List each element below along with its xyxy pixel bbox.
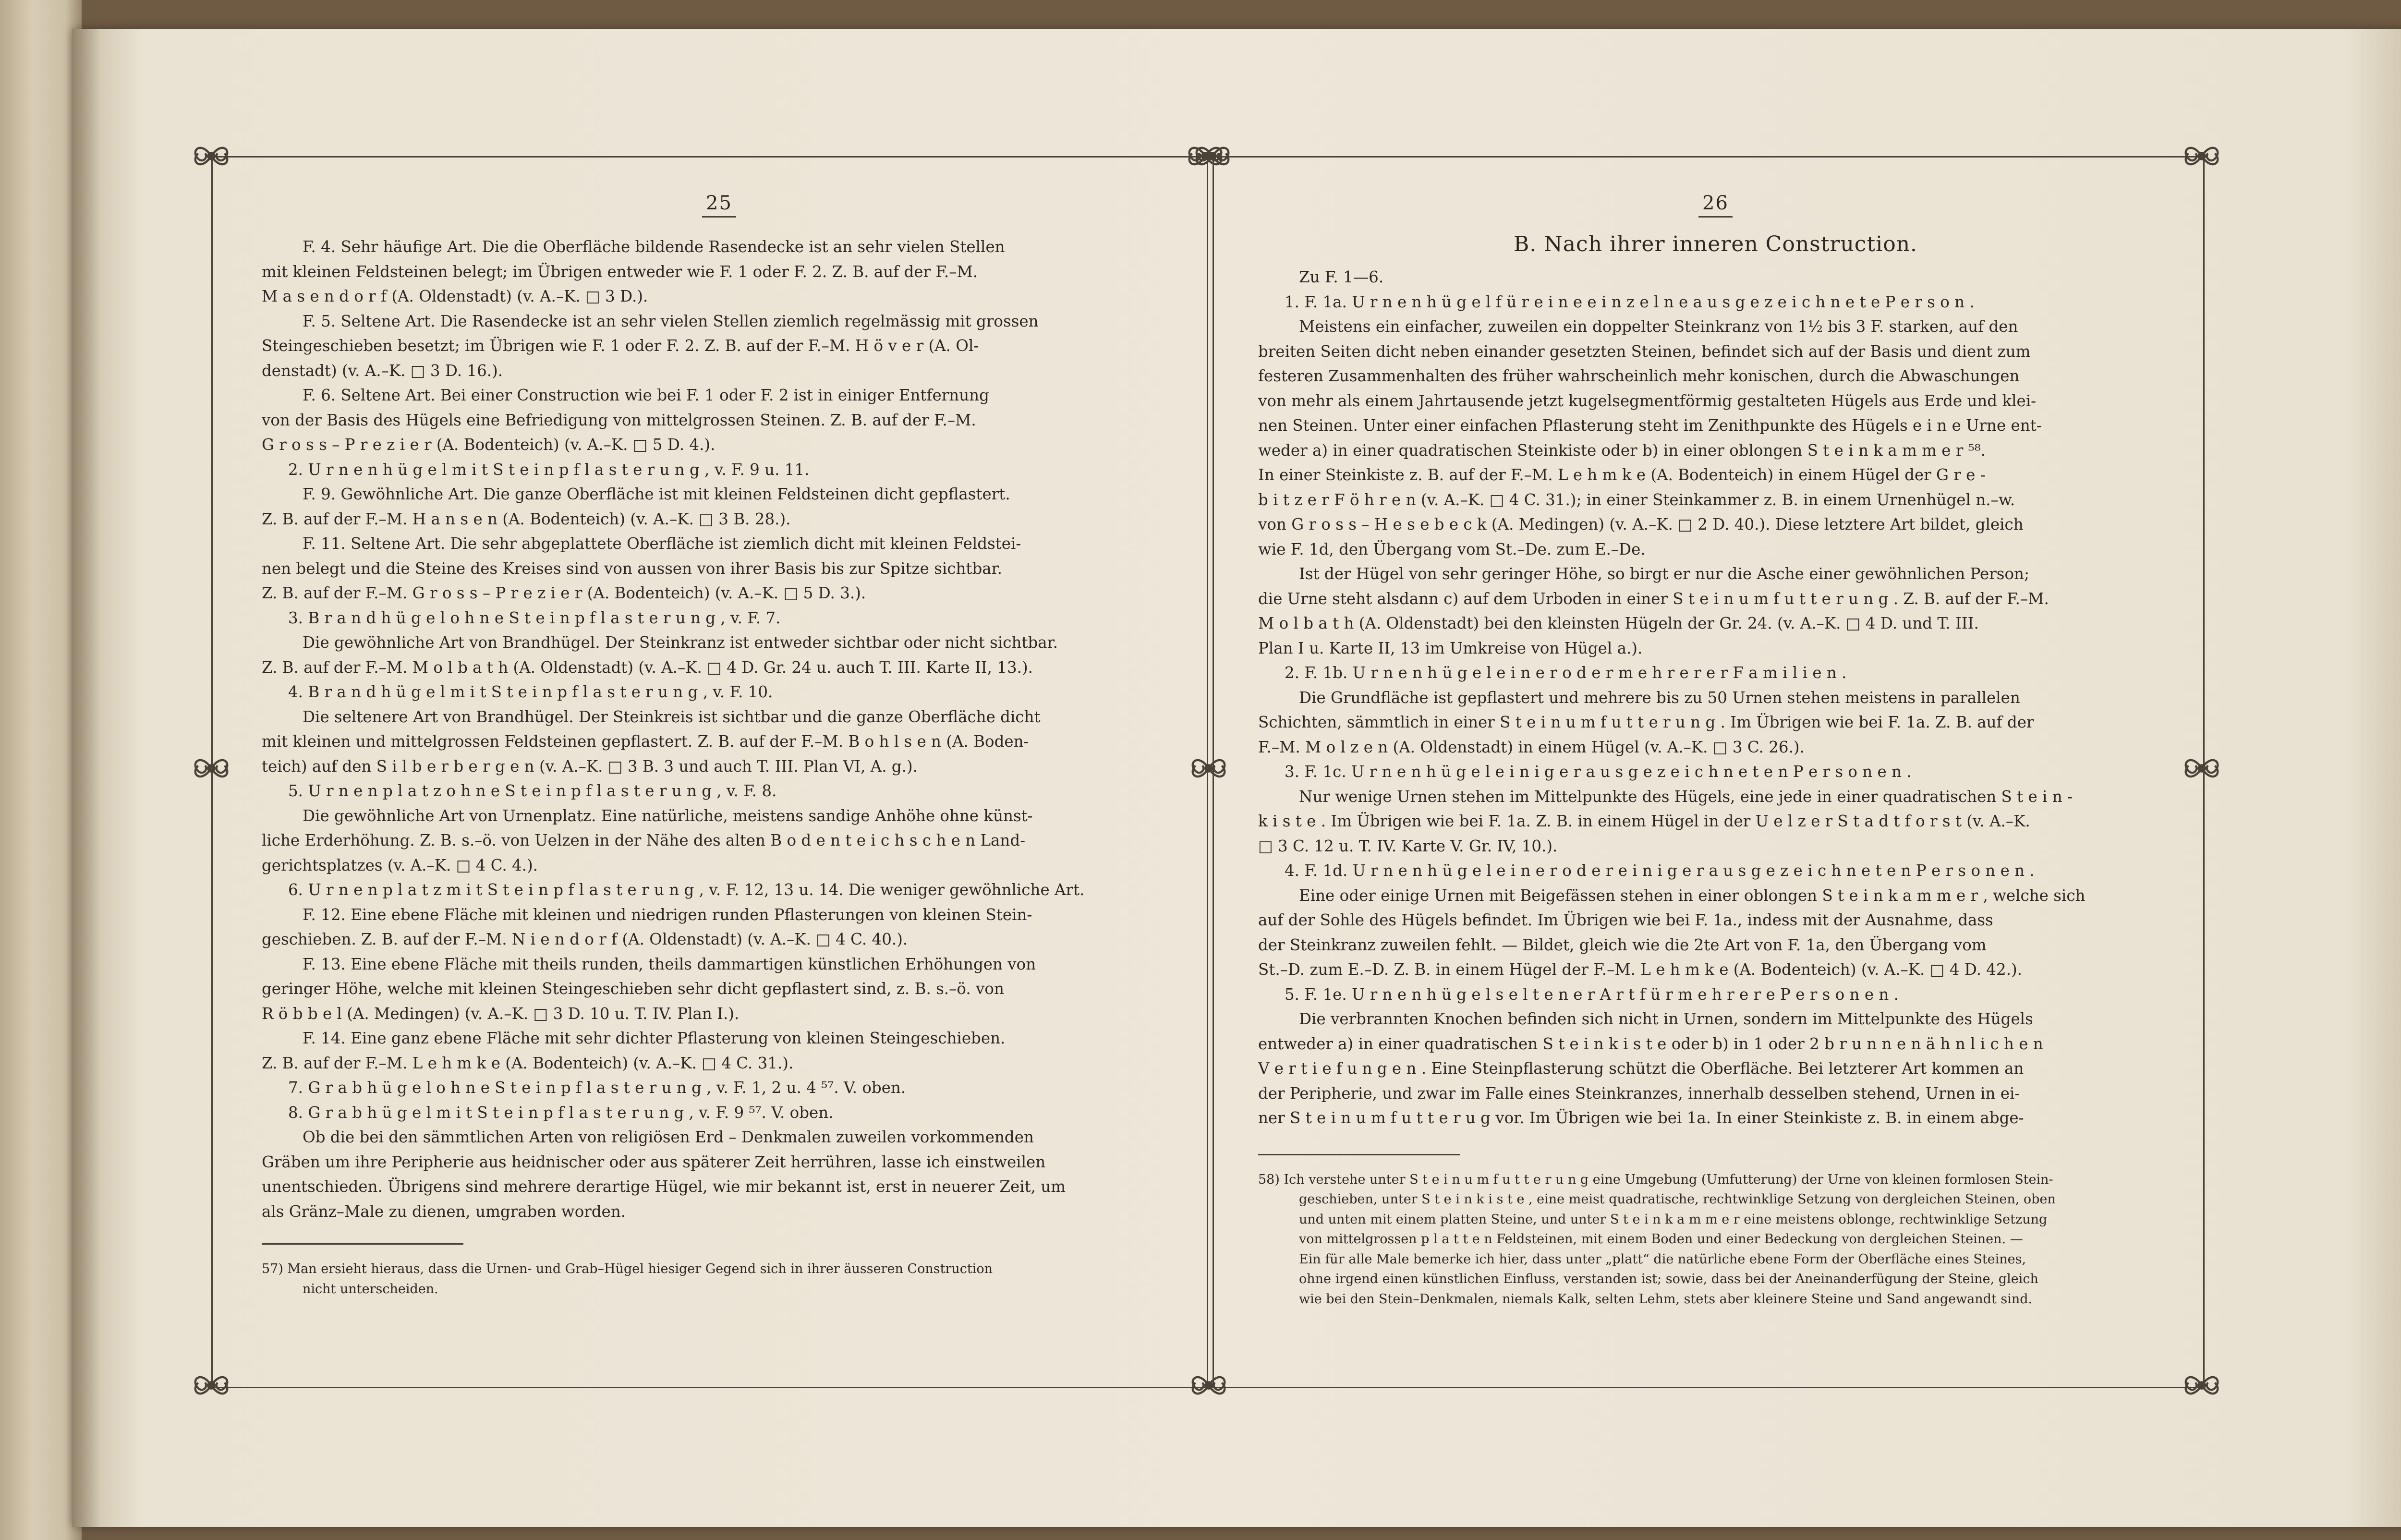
footnote-line: nicht unterscheiden. (303, 1281, 438, 1297)
text-line: 3. F. 1c. U r n e n h ü g e l e i n i g e r a u s g e z e i c h n e t e n P e r s o n e n . (1285, 763, 1912, 781)
text-line: F. 9. Gewöhnliche Art. Die ganze Oberfläche ist mit kleinen Feldsteinen dicht gepflastert. (303, 485, 1010, 503)
scroll-ornament-icon (1186, 130, 1239, 182)
text-line: 3. B r a n d h ü g e l o h n e S t e i n p f l a s t e r u n g , v. F. 7. (288, 608, 781, 627)
text-line: festeren Zusammenhalten des früher wahrscheinlich mehr konischen, durch die Abwaschungen (1258, 367, 2020, 385)
scroll-ornament-icon (1182, 1359, 1235, 1412)
text-line: teich) auf den S i l b e r b e r g e n (v. A.–K. □ 3 B. 3 und auch T. III. Plan VI, A. g.). (262, 757, 918, 776)
right-page (1258, 192, 2173, 1309)
text-line: 1. F. 1a. U r n e n h ü g e l f ü r e i n e e i n z e l n e a u s g e z e i c h n e t e P e r s o n . (1285, 292, 1975, 311)
text-line: Z. B. auf der F.–M. G r o s s – P r e z i e r (A. Bodenteich) (v. A.–K. □ 5 D. 3.). (262, 584, 866, 602)
page-number-right: 26 (1258, 192, 2173, 218)
text-line: entweder a) in einer quadratischen S t e i n k i s t e oder b) in 1 oder 2 b r u n n e n ä h n l i c h e n (1258, 1034, 2043, 1053)
footnote-rule-right (1258, 1154, 1460, 1155)
text-line: Ob die bei den sämmtlichen Arten von religiösen Erd – Denkmalen zuweilen vorkommenden (303, 1128, 1034, 1146)
left-page-body (262, 235, 1176, 1224)
text-line: Z. B. auf der F.–M. L e h m k e (A. Bodenteich) (v. A.–K. □ 4 C. 31.). (262, 1054, 794, 1072)
text-line: R ö b b e l (A. Medingen) (v. A.–K. □ 3 D. 10 u. T. IV. Plan I.). (262, 1004, 740, 1023)
text-line: 5. F. 1e. U r n e n h ü g e l s e l t e n e r A r t f ü r m e h r e r e P e r s o n e n . (1285, 985, 1899, 1004)
scroll-ornament-icon (1182, 742, 1235, 795)
footnote-line: geschieben, unter S t e i n k i s t e , eine meist quadratische, rechtwinklige Setzung von dergleichen Steinen, oben (1299, 1192, 2056, 1207)
text-line: F. 13. Eine ebene Fläche mit theils runden, theils dammartigen künstlichen Erhöhungen von (303, 955, 1036, 973)
text-line: nen Steinen. Unter einer einfachen Pflasterung steht im Zenithpunkte des Hügels e i n e Urne ent- (1258, 416, 2042, 435)
text-line: F. 5. Seltene Art. Die Rasendecke ist an sehr vielen Stellen ziemlich regelmässig mit grossen (303, 312, 1039, 330)
footnote-line: 57) Man ersieht hieraus, dass die Urnen- und Grab–Hügel hiesiger Gegend sich in ihrer äusseren Construction (262, 1261, 993, 1276)
text-line: M a s e n d o r f (A. Oldenstadt) (v. A.–K. □ 3 D.). (262, 287, 648, 305)
footnote-left (262, 1259, 1176, 1299)
text-line: 4. F. 1d. U r n e n h ü g e l e i n e r o d e r e i n i g e r a u s g e z e i c h n e t e n P e r s o n e n . (1285, 861, 2035, 880)
footnote-line: 58) Ich verstehe unter S t e i n u m f u t t e r u n g eine Umgebung (Umfutterung) der Urne von kleinen formlosen Stein- (1258, 1172, 2053, 1187)
text-line: 8. G r a b h ü g e l m i t S t e i n p f l a s t e r u n g , v. F. 9 ⁵⁷. V. oben. (288, 1103, 834, 1122)
footnote-line: ohne irgend einen künstlichen Einfluss, verstanden ist; sowie, dass bei der Aneinanderfügung der Steine, gleich (1299, 1272, 2038, 1286)
scroll-ornament-icon (2175, 1359, 2228, 1412)
text-line: 5. U r n e n p l a t z o h n e S t e i n p f l a s t e r u n g , v. F. 8. (288, 782, 777, 800)
text-line: liche Erderhöhung. Z. B. s.–ö. von Uelzen in der Nähe des alten B o d e n t e i c h s c h e n Land- (262, 831, 1026, 849)
footnote-line: Ein für alle Male bemerke ich hier, dass unter „platt“ die natürliche ebene Form der Oberfläche eines Steines, (1299, 1251, 2026, 1267)
text-line: weder a) in einer quadratischen Steinkiste oder b) in einer oblongen S t e i n k a m m e r ⁵⁸. (1258, 441, 1986, 460)
text-line: V e r t i e f u n g e n . Eine Steinpflasterung schützt die Oberfläche. Bei letzterer Art kommen an (1258, 1059, 2024, 1078)
text-line: geringer Höhe, welche mit kleinen Steingeschieben sehr dicht gepflastert sind, z. B. s.–ö. von (262, 980, 1004, 998)
text-line: der Steinkranz zuweilen fehlt. — Bildet, gleich wie die 2te Art von F. 1a, den Übergang vom (1258, 935, 1987, 954)
text-line: Die gewöhnliche Art von Brandhügel. Der Steinkranz ist entweder sichtbar oder nicht sichtbar. (303, 633, 1058, 652)
text-line: Meistens ein einfacher, zuweilen ein doppelter Steinkranz von 1½ bis 3 F. starken, auf den (1299, 317, 2018, 336)
text-line: Schichten, sämmtlich in einer S t e i n u m f u t t e r u n g . Im Übrigen wie bei F. 1a. Z. B. auf der (1258, 713, 2034, 731)
section-heading: B. Nach ihrer inneren Construction. (1513, 232, 1918, 256)
footnote-line: und unten mit einem platten Steine, und unter S t e i n k a m m e r eine meistens oblonge, rechtwinklige Setzung (1299, 1212, 2048, 1227)
text-line: Steingeschieben besetzt; im Übrigen wie F. 1 oder F. 2. Z. B. auf der F.–M. H ö v e r (A. Ol- (262, 337, 979, 355)
text-line: mit kleinen und mittelgrossen Feldsteinen gepflastert. Z. B. auf der F.–M. B o h l s e n (A. Boden- (262, 732, 1029, 751)
text-line: F. 4. Sehr häufige Art. Die die Oberfläche bildende Rasendecke ist an sehr vielen Stellen (303, 238, 1005, 256)
text-line: breiten Seiten dicht neben einander gesetzten Steinen, befindet sich auf der Basis und dient zum (1258, 342, 2031, 361)
text-line: 6. U r n e n p l a t z m i t S t e i n p f l a s t e r u n g , v. F. 12, 13 u. 14. Die weniger gewöhnliche Art. (288, 881, 1085, 899)
text-line: als Gränz–Male zu dienen, umgraben worden. (262, 1202, 626, 1221)
text-line: F. 12. Eine ebene Fläche mit kleinen und niedrigen runden Pflasterungen von kleinen Stein- (303, 905, 1032, 924)
left-page (262, 192, 1176, 1299)
text-line: M o l b a t h (A. Oldenstadt) bei den kleinsten Hügeln der Gr. 24. (v. A.–K. □ 4 D. und T. III. (1258, 614, 1979, 632)
text-line: von der Basis des Hügels eine Befriedigung von mittelgrossen Steinen. Z. B. auf der F.–M. (262, 411, 976, 429)
text-line: von G r o s s – H e s e b e c k (A. Medingen) (v. A.–K. □ 2 D. 40.). Diese letztere Art bildet, gleich (1258, 515, 2024, 534)
scroll-ornament-icon (185, 1359, 238, 1412)
text-line: 4. B r a n d h ü g e l m i t S t e i n p f l a s t e r u n g , v. F. 10. (288, 683, 773, 701)
text-line: auf der Sohle des Hügels befindet. Im Übrigen wie bei F. 1a., indess mit der Ausnahme, dass (1258, 911, 1993, 929)
text-line: □ 3 C. 12 u. T. IV. Karte V. Gr. IV, 10.). (1258, 837, 1558, 855)
text-line: Die gewöhnliche Art von Urnenplatz. Eine natürliche, meistens sandige Anhöhe ohne künst- (303, 806, 1033, 825)
scroll-ornament-icon (185, 742, 238, 795)
text-line: b i t z e r F ö h r e n (v. A.–K. □ 4 C. 31.); in einer Steinkammer z. B. in einem Urnenhügel n.–w. (1258, 490, 2015, 509)
text-line: F. 14. Eine ganz ebene Fläche mit sehr dichter Pflasterung von kleinen Steingeschieben. (303, 1029, 1006, 1047)
footnote-rule-left (262, 1243, 463, 1245)
right-page-body (1258, 265, 2173, 1131)
text-line: Plan I u. Karte II, 13 im Umkreise von Hügel a.). (1258, 639, 1643, 657)
text-line: Die seltenere Art von Brandhügel. Der Steinkreis ist sichtbar und die ganze Oberfläche dicht (303, 707, 1041, 726)
text-line: Nur wenige Urnen stehen im Mittelpunkte des Hügels, eine jede in einer quadratischen S t e i n - (1299, 787, 2073, 806)
text-line: In einer Steinkiste z. B. auf der F.–M. L e h m k e (A. Bodenteich) in einem Hügel der G r e - (1258, 466, 1986, 484)
footnote-line: von mittelgrossen p l a t t e n Feldsteinen, mit einem Boden und einer Bedeckung von dergleichen Steinen. — (1299, 1232, 2023, 1247)
text-line: k i s t e . Im Übrigen wie bei F. 1a. Z. B. in einem Hügel in der U e l z e r S t a d t f o r s t (v. A.–K. (1258, 812, 2030, 830)
text-line: Gräben um ihre Peripherie aus heidnischer oder aus späterer Zeit herrühren, lasse ich einstweilen (262, 1152, 1046, 1171)
text-line: wie F. 1d, den Übergang vom St.–De. zum E.–De. (1258, 540, 1646, 558)
text-line: 7. G r a b h ü g e l o h n e S t e i n p f l a s t e r u n g , v. F. 1, 2 u. 4 ⁵⁷. V. oben. (288, 1079, 906, 1097)
text-line: nen belegt und die Steine des Kreises sind von aussen von ihrer Basis bis zur Spitze sichtbar. (262, 559, 1002, 578)
scroll-ornament-icon (2175, 130, 2228, 182)
text-line: Z. B. auf der F.–M. M o l b a t h (A. Oldenstadt) (v. A.–K. □ 4 D. Gr. 24 u. auch T. III. Karte II, 13.). (262, 658, 1033, 677)
text-line: Die verbrannten Knochen befinden sich nicht in Urnen, sondern im Mittelpunkte des Hügels (1299, 1010, 2033, 1028)
text-line: G r o s s – P r e z i e r (A. Bodenteich) (v. A.–K. □ 5 D. 4.). (262, 436, 715, 454)
footnote-line: wie bei den Stein–Denkmalen, niemals Kalk, selten Lehm, stets aber kleinere Steine und Sand angewandt sind. (1299, 1291, 2033, 1307)
text-line: denstadt) (v. A.–K. □ 3 D. 16.). (262, 361, 503, 380)
page-number-left: 25 (262, 192, 1176, 218)
text-line: Eine oder einige Urnen mit Beigefässen stehen in einer oblongen S t e i n k a m m e r , welche sich (1299, 886, 2086, 905)
text-line: die Urne steht alsdann c) auf dem Urboden in einer S t e i n u m f u t t e r u n g . Z. B. auf der F.–M. (1258, 589, 2049, 608)
text-line: mit kleinen Feldsteinen belegt; im Übrigen entweder wie F. 1 oder F. 2. Z. B. auf der F.–M. (262, 262, 978, 281)
text-line: der Peripherie, und zwar im Falle eines Steinkranzes, innerhalb desselben stehend, Urnen in ei- (1258, 1084, 2020, 1103)
text-line: 2. U r n e n h ü g e l m i t S t e i n p f l a s t e r u n g , v. F. 9 u. 11. (288, 460, 810, 479)
scroll-ornament-icon (2175, 742, 2228, 795)
spine-shadow (72, 29, 101, 1527)
text-line: von mehr als einem Jahrtausende jetzt kugelsegmentförmig gestalteten Hügels aus Erde und klei- (1258, 391, 2037, 410)
text-line: Ist der Hügel von sehr geringer Höhe, so birgt er nur die Asche einer gewöhnlichen Person; (1299, 565, 2029, 583)
text-line: 2. F. 1b. U r n e n h ü g e l e i n e r o d e r m e h r e r e r F a m i l i e n . (1285, 664, 1847, 682)
text-line: gerichtsplatzes (v. A.–K. □ 4 C. 4.). (262, 856, 538, 874)
scroll-ornament-icon (185, 130, 238, 182)
text-line: F. 11. Seltene Art. Die sehr abgeplattete Oberfläche ist ziemlich dicht mit kleinen Feldstei- (303, 534, 1021, 553)
text-line: unentschieden. Übrigens sind mehrere derartige Hügel, wie mir bekannt ist, erst in neuerer Zeit, um (262, 1177, 1066, 1196)
footnote-right (1258, 1170, 2173, 1310)
text-line: Z. B. auf der F.–M. H a n s e n (A. Bodenteich) (v. A.–K. □ 3 B. 28.). (262, 509, 791, 528)
text-line: geschieben. Z. B. auf der F.–M. N i e n d o r f (A. Oldenstadt) (v. A.–K. □ 4 C. 40.). (262, 930, 908, 948)
text-line: St.–D. zum E.–D. Z. B. in einem Hügel der F.–M. L e h m k e (A. Bodenteich) (v. A.–K. □ 4 D. 42.). (1258, 960, 2022, 979)
previous-page-edge (0, 0, 82, 1540)
text-line: ner S t e i n u m f u t t e r u g vor. Im Übrigen wie bei 1a. In einer Steinkiste z. B. in einem abge- (1258, 1109, 2024, 1127)
text-line: F.–M. M o l z e n (A. Oldenstadt) in einem Hügel (v. A.–K. □ 3 C. 26.). (1258, 738, 1805, 756)
text-line: Die Grundfläche ist gepflastert und mehrere bis zu 50 Urnen stehen meistens in parallelen (1299, 688, 2020, 707)
text-line: Zu F. 1—6. (1299, 268, 1384, 286)
text-line: F. 6. Seltene Art. Bei einer Construction wie bei F. 1 oder F. 2 ist in einiger Entfernung (303, 386, 989, 404)
